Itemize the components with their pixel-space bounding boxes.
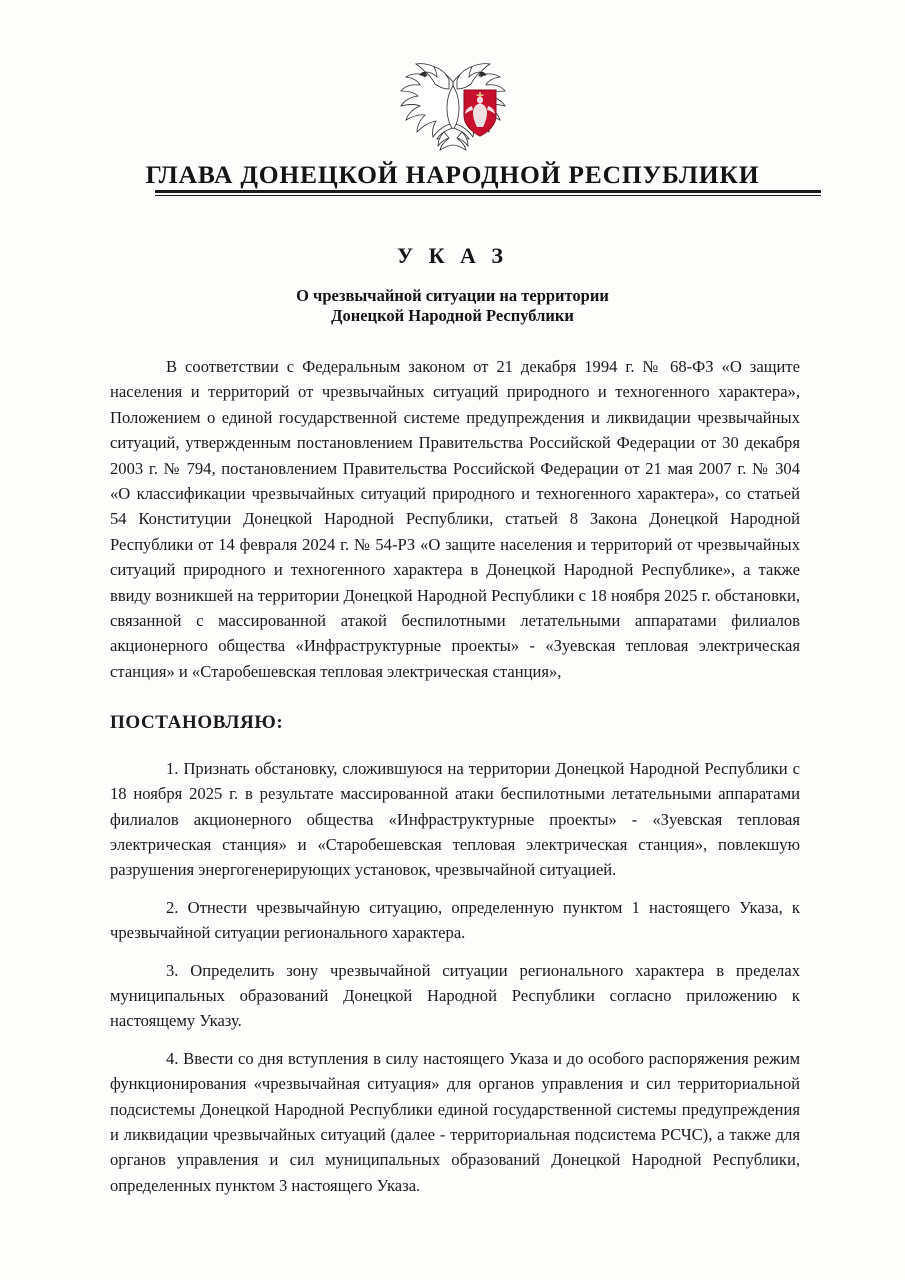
- masthead: [0, 160, 905, 190]
- clause-4: 4. Ввести со дня вступления в силу настоящего Указа и до особого распоряжения режим функционирования «чрезвычайная ситуация» для органов управления и сил территориальной подсистемы Донецкой Народной Республики единой государственной системы предупреждения и ликвидации чрезвычайных ситуаций (далее - территориальная подсистема РСЧС), а также для органов управления и сил муниципальных образований Донецкой Народной Республики, определенных пунктом 3 настоящего Указа.: [110, 1048, 800, 1195]
- resolve-heading: ПОСТАНОВЛЯЮ:: [110, 712, 284, 734]
- decree-subject-line-2: Донецкой Народной Республики: [331, 306, 574, 325]
- document-body: [110, 354, 800, 1198]
- clause-2: 2. Отнести чрезвычайную ситуацию, определенную пунктом 1 настоящего Указа, к чрезвычайной ситуации регионального характера.: [110, 897, 800, 943]
- decree-subject-line-1: О чрезвычайной ситуации на территории: [296, 286, 609, 305]
- preamble-paragraph: В соответствии с Федеральным законом от 21 декабря 1994 г. № 68-ФЗ «О защите населения и территорий от чрезвычайных ситуаций природного и техногенного характера», Положением о единой государственной системе предупреждения и ликвидации чрезвычайных ситуаций, утвержденным постановлением Правительства Российской Федерации от 30 декабря 2003 г. № 794, постановлением Правительства Российской Федерации от 21 мая 2007 г. № 304 «О классификации чрезвычайных ситуаций природного и техногенного характера», со статьей 54 Конституции Донецкой Народной Республики, статьей 8 Закона Донецкой Народной Республики от 14 февраля 2024 г. № 54-РЗ «О защите населения и территорий от чрезвычайных ситуаций природного и техногенного характера в Донецкой Народной Республике», а также ввиду возникшей на территории Донецкой Народной Республики с 18 ноября 2025 г. обстановки, связанной с массированной атакой беспилотными летательными аппаратами филиалов акционерного общества «Инфраструктурные проекты» - «Зуевская тепловая электрическая станция» и «Старобешевская тепловая электрическая станция»,: [110, 357, 800, 681]
- decree-subject: [0, 286, 905, 326]
- clause-3: 3. Определить зону чрезвычайной ситуации регионального характера в пределах муниципальных образований Донецкой Народной Республики согласно приложению к настоящему Указу.: [110, 960, 800, 1031]
- emblem-container: [0, 46, 905, 158]
- page-title: ГЛАВА ДОНЕЦКОЙ НАРОДНОЙ РЕСПУБЛИКИ: [145, 160, 760, 189]
- decree-type-heading: У К А З: [396, 243, 509, 268]
- clause-1: 1. Признать обстановку, сложившуюся на территории Донецкой Народной Республики с 18 ноября 2025 г. в результате массированной атаки беспилотными летательными аппаратами филиалов акционерного общества «Инфраструктурные проекты» - «Зуевская тепловая электрическая станция» и «Старобешевская тепловая электрическая станция», повлекшую разрушения энергогенерирующих установок, чрезвычайной ситуацией.: [110, 758, 800, 880]
- divider-thin-line: [155, 195, 821, 196]
- header-divider: [155, 190, 821, 196]
- double-headed-eagle-emblem: [392, 46, 514, 158]
